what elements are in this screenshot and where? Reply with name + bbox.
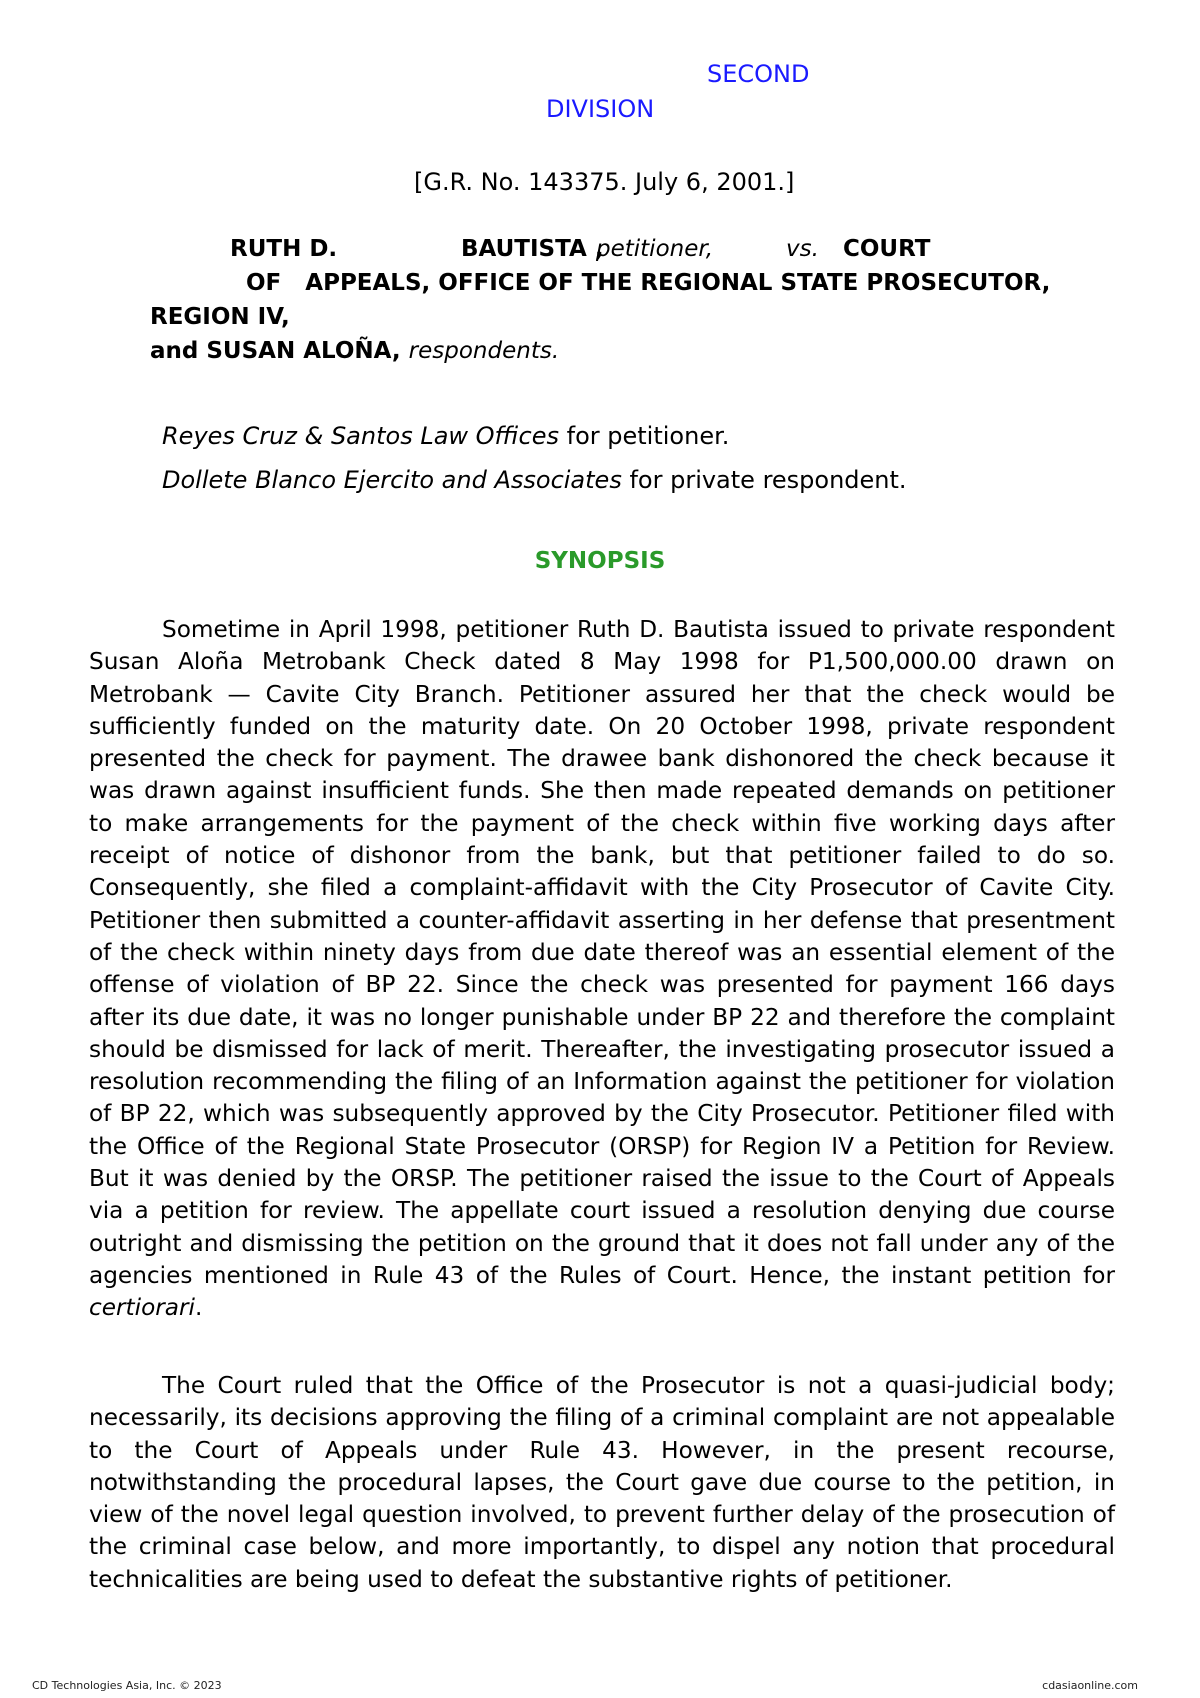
case-title-line4	[150, 334, 1060, 368]
respondent-region: REGION IV,	[150, 304, 290, 330]
petitioner-role: petitioner,	[596, 236, 714, 262]
petitioner-counsel-suffix: for petitioner.	[559, 422, 730, 450]
respondent-court: OF APPEALS, OFFICE OF THE REGIONAL STATE PROSECUTOR,	[246, 270, 1051, 296]
respondent-counsel-firm: Dollete Blanco Ejercito and Associates	[162, 466, 622, 494]
petitioner-surname: BAUTISTA ,	[461, 236, 604, 262]
synopsis-paragraph-2: The Court ruled that the Office of the Prosecutor is not a quasi-judicial body; necessarily, its decisions approving the filing of a criminal complaint are not appealable to the Court of Appeals under Rule 43. However, in the present recourse, notwithstanding the procedural lapses, the Court gave due course to the petition, in view of the novel legal question involved, to prevent further delay of the prosecution of the criminal case below, and more importantly, to dispel any notion that procedural technicalities are being used to defeat the substantive rights of petitioner.	[89, 1372, 1115, 1593]
synopsis-paragraph-1	[89, 614, 1115, 1325]
footer-website: cdasiaonline.com	[1042, 1679, 1138, 1692]
versus: vs.	[786, 236, 819, 262]
synopsis-paragraph-1-end: .	[195, 1294, 203, 1322]
respondent-role: respondents.	[408, 338, 560, 364]
synopsis-heading: SYNOPSIS	[534, 548, 666, 574]
petitioner-counsel	[162, 420, 729, 452]
respondent-counsel-suffix: for private respondent.	[621, 466, 907, 494]
synopsis-paragraph-1-italic: certiorari	[89, 1294, 195, 1322]
case-title-line1	[160, 232, 1060, 266]
court-word: COURT	[843, 236, 931, 262]
case-title-line3	[150, 300, 1060, 334]
respondent-names: and SUSAN ALOÑA,	[150, 338, 401, 364]
petitioner-name: RUTH D.	[230, 236, 338, 262]
case-title	[150, 232, 1060, 368]
division-heading-line2: DIVISION	[546, 95, 655, 123]
synopsis-paragraph-1-text: Sometime in April 1998, petitioner Ruth D. Bautista issued to private respondent Susan Aloña Metrobank Check dated 8 May 1998 for P1,500,000.00 drawn on Metrobank — Cavite City Branch. Petitioner assured her that the check would be sufficiently funded on the maturity date. On 20 October 1998, private respondent presented the check for payment. The drawee bank dishonored the check because it was drawn against insufficient funds. She then made repeated demands on petitioner to make arrangements for the payment of the check within five working days after receipt of notice of dishonor from the bank, but that petitioner failed to do so. Consequently, she filed a complaint-affidavit with the City Prosecutor of Cavite City. Petitioner then submitted a counter-affidavit asserting in her defense that presentment of the check within ninety days from due date thereof was an essential element of the offense of violation of BP 22. Since the check was presented for payment 166 days after its due date, it was no longer punishable under BP 22 and therefore the complaint should be dismissed for lack of merit. Thereafter, the investigating prosecutor issued a resolution recommending the filing of an Information against the petitioner for violation of BP 22, which was subsequently approved by the City Prosecutor. Petitioner filed with the Office of the Regional State Prosecutor (ORSP) for Region IV a Petition for Review. But it was denied by the ORSP. The petitioner raised the issue to the Court of Appeals via a petition for review. The appellate court issued a resolution denying due course outright and dismissing the petition on the ground that it does not fall under any of the agencies mentioned in Rule 43 of the Rules of Court. Hence, the instant petition for	[89, 616, 1115, 1289]
petitioner-counsel-firm: Reyes Cruz & Santos Law Offices	[162, 422, 560, 450]
respondent-counsel	[162, 464, 907, 496]
case-number: [G.R. No. 143375. July 6, 2001.]	[414, 168, 795, 196]
case-title-line2	[160, 266, 1060, 300]
footer-copyright: CD Technologies Asia, Inc. © 2023	[32, 1679, 222, 1692]
division-heading-line1: SECOND	[707, 60, 810, 88]
